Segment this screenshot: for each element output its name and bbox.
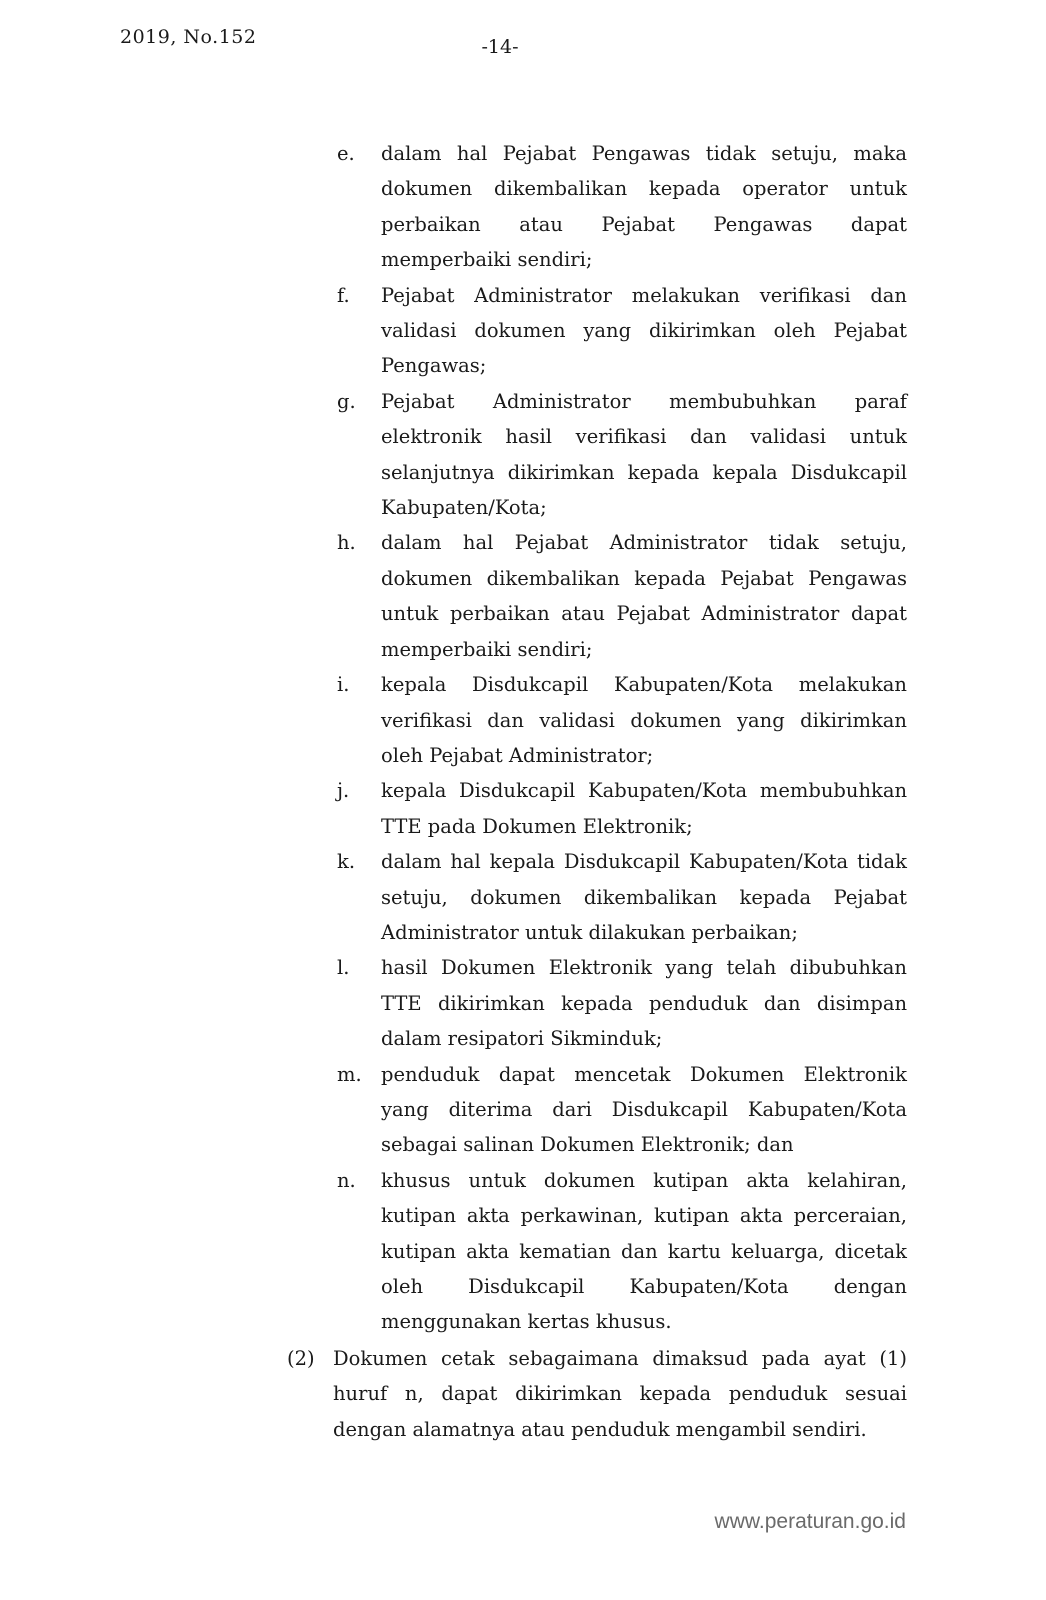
paragraph-marker: (2) (287, 1347, 315, 1370)
list-marker: e. (337, 142, 355, 165)
paragraph-text: Dokumen cetak sebagaimana dimaksud pada ayat (1) huruf n, dapat dikirimkan kepada penduduk sesuai dengan alamatnya atau penduduk mengambil sendiri. (333, 1347, 907, 1441)
list-marker: f. (337, 283, 350, 307)
list-item-text: Pejabat Administrator membubuhkan paraf elektronik hasil verifikasi dan validasi untuk selanjutnya dikirimkan kepada kepala Disdukcapil Kabupaten/Kota; (381, 389, 907, 520)
list-item-text: dalam hal Pejabat Pengawas tidak setuju, maka dokumen dikembalikan kepada operator untuk perbaikan atau Pejabat Pengawas dapat memperbaiki sendiri; (381, 142, 907, 272)
document-reference: 2019, No.152 (120, 26, 257, 48)
paragraph-2 (287, 1341, 907, 1447)
list-marker: l. (337, 956, 350, 980)
list-marker: m. (337, 1062, 362, 1086)
list-item-text: khusus untuk dokumen kutipan akta kelahiran, kutipan akta perkawinan, kutipan akta perceraian, kutipan akta kematian dan kartu keluarga, dicetak oleh Disdukcapil Kabupaten/Kota dengan menggunakan kertas khusus. (381, 1168, 907, 1334)
list-item (337, 1163, 907, 1340)
list-item (337, 136, 907, 278)
list-item (337, 525, 907, 667)
list-marker: k. (337, 850, 356, 874)
list-item (337, 844, 907, 950)
list-item-text: hasil Dokumen Elektronik yang telah dibubuhkan TTE dikirimkan kepada penduduk dan disimpan dalam resipatori Sikminduk; (381, 956, 907, 1051)
list-item (337, 278, 907, 384)
list-marker: h. (337, 531, 356, 555)
list-item-text: kepala Disdukcapil Kabupaten/Kota membubuhkan TTE pada Dokumen Elektronik; (381, 779, 907, 838)
list-item-text: dalam hal kepala Disdukcapil Kabupaten/Kota tidak setuju, dokumen dikembalikan kepada Pejabat Administrator untuk dilakukan perbaikan; (381, 850, 907, 944)
list-item (337, 384, 907, 526)
list-item-text: kepala Disdukcapil Kabupaten/Kota melakukan verifikasi dan validasi dokumen yang dikirimkan oleh Pejabat Administrator; (381, 673, 907, 767)
list-item-text: penduduk dapat mencetak Dokumen Elektronik yang diterima dari Disdukcapil Kabupaten/Kota sebagai salinan Dokumen Elektronik; dan (381, 1062, 907, 1157)
list-marker: g. (337, 389, 356, 413)
list-marker: j. (337, 779, 350, 803)
list-item (337, 773, 907, 844)
list-marker: i. (337, 673, 350, 697)
list-marker: n. (337, 1168, 356, 1192)
list-item (337, 1057, 907, 1163)
footer-website: www.peraturan.go.id (714, 1510, 906, 1533)
list-item (337, 950, 907, 1056)
procedure-list (337, 136, 907, 1340)
page-number: -14- (481, 36, 519, 58)
list-item (337, 667, 907, 773)
list-item-text: dalam hal Pejabat Administrator tidak setuju, dokumen dikembalikan kepada Pejabat Pengawas untuk perbaikan atau Pejabat Administrator dapat memperbaiki sendiri; (381, 531, 907, 661)
list-item-text: Pejabat Administrator melakukan verifikasi dan validasi dokumen yang dikirimkan oleh Pejabat Pengawas; (381, 283, 907, 378)
